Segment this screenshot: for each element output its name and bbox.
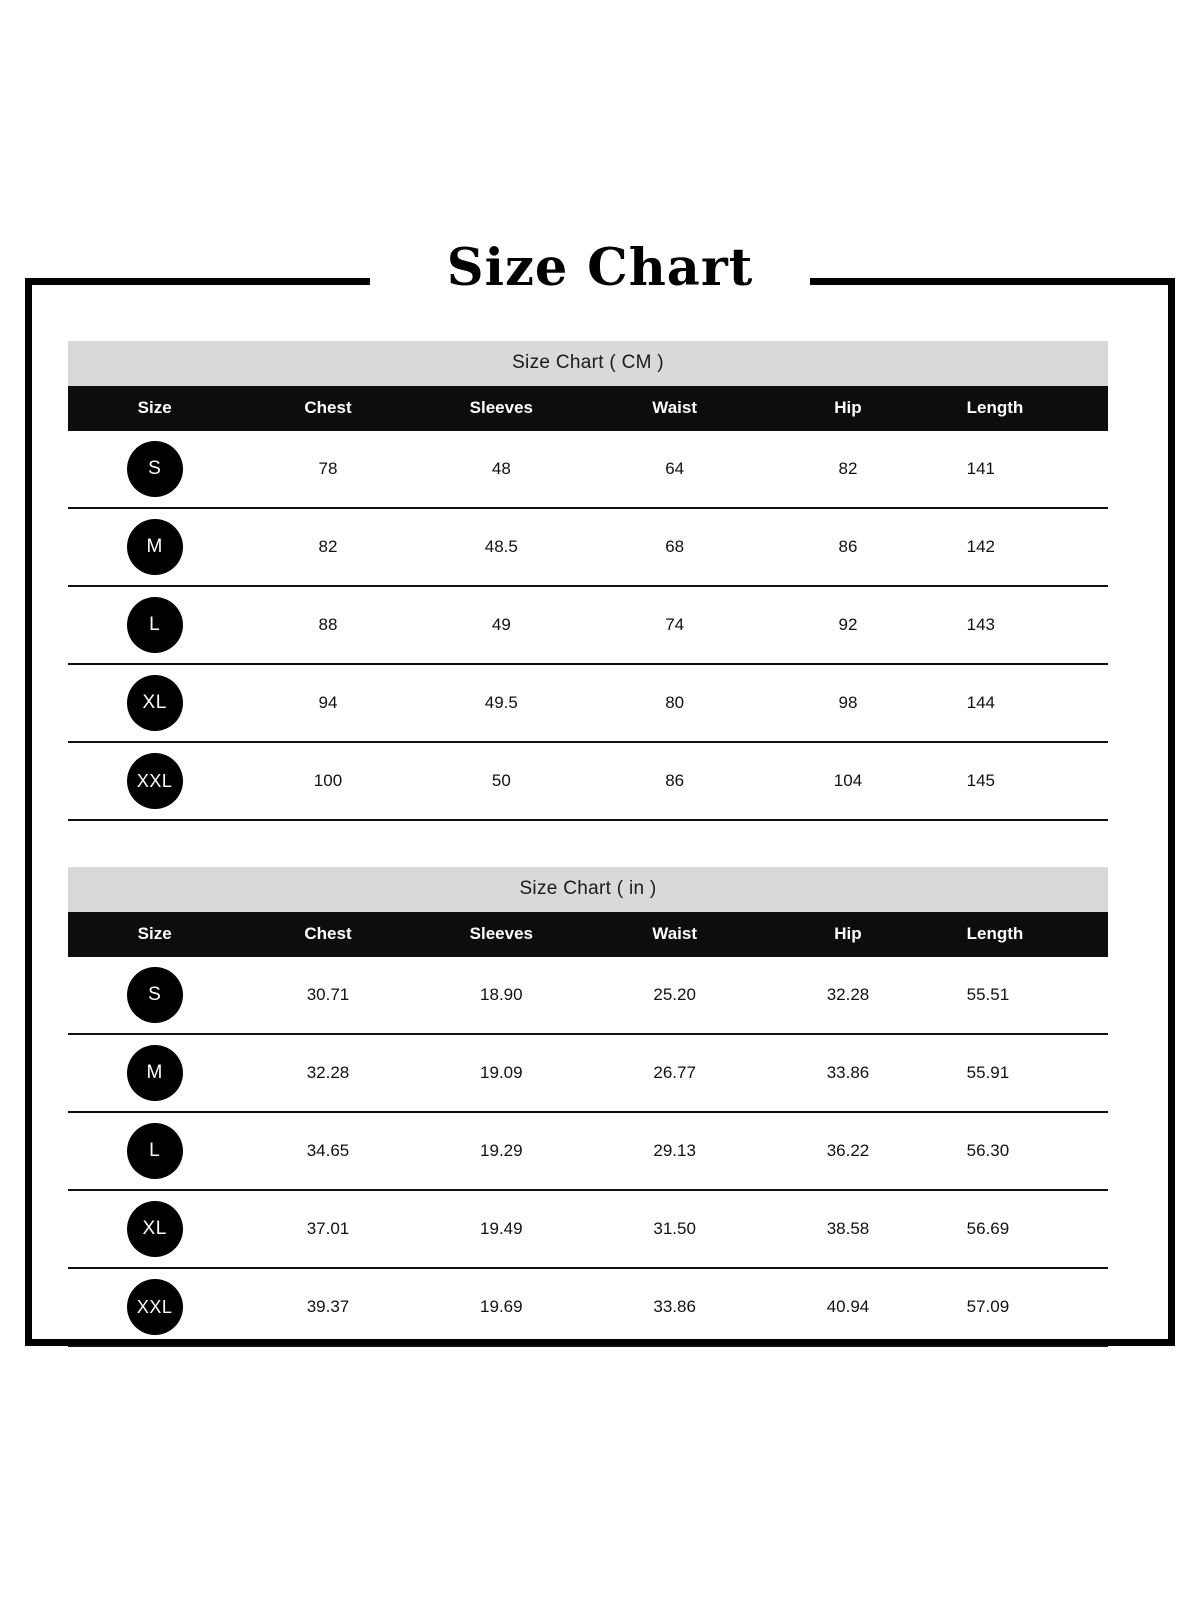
cell-hip: 38.58 <box>761 1190 934 1268</box>
cell-length: 55.51 <box>935 957 1108 1034</box>
table-row <box>68 1268 1108 1346</box>
cell-chest: 100 <box>241 742 414 820</box>
size-badge: S <box>127 967 183 1023</box>
cell-hip: 32.28 <box>761 957 934 1034</box>
cell-length: 57.09 <box>935 1268 1108 1346</box>
column-header-chest: Chest <box>241 912 414 957</box>
cell-chest: 34.65 <box>241 1112 414 1190</box>
size-badge: L <box>127 597 183 653</box>
table-band-in <box>68 867 1108 912</box>
cell-waist: 26.77 <box>588 1034 761 1112</box>
cell-size <box>68 742 241 820</box>
cell-sleeves: 19.29 <box>415 1112 588 1190</box>
cell-chest: 88 <box>241 586 414 664</box>
cell-waist: 29.13 <box>588 1112 761 1190</box>
cell-sleeves: 50 <box>415 742 588 820</box>
cell-chest: 37.01 <box>241 1190 414 1268</box>
table-band-label-in: Size Chart ( in ) <box>68 867 1108 912</box>
table-row <box>68 586 1108 664</box>
cell-waist: 33.86 <box>588 1268 761 1346</box>
cell-chest: 82 <box>241 508 414 586</box>
table-row <box>68 1034 1108 1112</box>
cell-hip: 86 <box>761 508 934 586</box>
cell-size <box>68 431 241 508</box>
cell-size <box>68 508 241 586</box>
cell-length: 55.91 <box>935 1034 1108 1112</box>
table-band-label-cm: Size Chart ( CM ) <box>68 341 1108 386</box>
size-badge: XL <box>127 675 183 731</box>
cell-hip: 40.94 <box>761 1268 934 1346</box>
cell-length: 144 <box>935 664 1108 742</box>
cell-size <box>68 957 241 1034</box>
column-header-hip: Hip <box>761 912 934 957</box>
column-header-sleeves: Sleeves <box>415 386 588 431</box>
cell-sleeves: 49.5 <box>415 664 588 742</box>
table-header-in <box>68 912 1108 957</box>
cell-waist: 25.20 <box>588 957 761 1034</box>
table-row <box>68 957 1108 1034</box>
size-badge: XL <box>127 1201 183 1257</box>
column-header-length: Length <box>935 386 1108 431</box>
cell-size <box>68 1268 241 1346</box>
cell-length: 141 <box>935 431 1108 508</box>
cell-chest: 94 <box>241 664 414 742</box>
cell-hip: 98 <box>761 664 934 742</box>
cell-size <box>68 586 241 664</box>
cell-hip: 36.22 <box>761 1112 934 1190</box>
column-header-waist: Waist <box>588 386 761 431</box>
cell-waist: 80 <box>588 664 761 742</box>
table-row <box>68 664 1108 742</box>
column-header-sleeves: Sleeves <box>415 912 588 957</box>
page-title: Size Chart <box>446 238 754 298</box>
column-header-size: Size <box>68 912 241 957</box>
cell-sleeves: 48 <box>415 431 588 508</box>
cell-waist: 64 <box>588 431 761 508</box>
cell-size <box>68 1034 241 1112</box>
cell-length: 142 <box>935 508 1108 586</box>
size-badge: M <box>127 1045 183 1101</box>
tables-container <box>68 341 1108 1347</box>
cell-length: 145 <box>935 742 1108 820</box>
column-header-hip: Hip <box>761 386 934 431</box>
column-header-chest: Chest <box>241 386 414 431</box>
cell-sleeves: 48.5 <box>415 508 588 586</box>
cell-waist: 86 <box>588 742 761 820</box>
cell-waist: 68 <box>588 508 761 586</box>
cell-length: 143 <box>935 586 1108 664</box>
table-band-cm <box>68 341 1108 386</box>
table-header-cm <box>68 386 1108 431</box>
size-badge: XXL <box>127 1279 183 1335</box>
cell-size <box>68 1112 241 1190</box>
cell-waist: 74 <box>588 586 761 664</box>
cell-waist: 31.50 <box>588 1190 761 1268</box>
cell-sleeves: 18.90 <box>415 957 588 1034</box>
size-badge: L <box>127 1123 183 1179</box>
cell-sleeves: 19.49 <box>415 1190 588 1268</box>
cell-sleeves: 49 <box>415 586 588 664</box>
cell-chest: 39.37 <box>241 1268 414 1346</box>
table-row <box>68 431 1108 508</box>
table-row <box>68 1112 1108 1190</box>
cell-sleeves: 19.09 <box>415 1034 588 1112</box>
cell-chest: 30.71 <box>241 957 414 1034</box>
table-row <box>68 1190 1108 1268</box>
cell-size <box>68 664 241 742</box>
column-header-length: Length <box>935 912 1108 957</box>
column-header-waist: Waist <box>588 912 761 957</box>
table-spacer <box>68 821 1108 867</box>
cell-chest: 32.28 <box>241 1034 414 1112</box>
size-table-in <box>68 867 1108 1347</box>
cell-hip: 104 <box>761 742 934 820</box>
table-row <box>68 742 1108 820</box>
cell-length: 56.30 <box>935 1112 1108 1190</box>
cell-hip: 92 <box>761 586 934 664</box>
size-table-cm <box>68 341 1108 821</box>
size-badge: S <box>127 441 183 497</box>
column-header-size: Size <box>68 386 241 431</box>
cell-size <box>68 1190 241 1268</box>
cell-hip: 33.86 <box>761 1034 934 1112</box>
cell-length: 56.69 <box>935 1190 1108 1268</box>
size-badge: XXL <box>127 753 183 809</box>
cell-sleeves: 19.69 <box>415 1268 588 1346</box>
cell-hip: 82 <box>761 431 934 508</box>
cell-chest: 78 <box>241 431 414 508</box>
table-row <box>68 508 1108 586</box>
size-badge: M <box>127 519 183 575</box>
